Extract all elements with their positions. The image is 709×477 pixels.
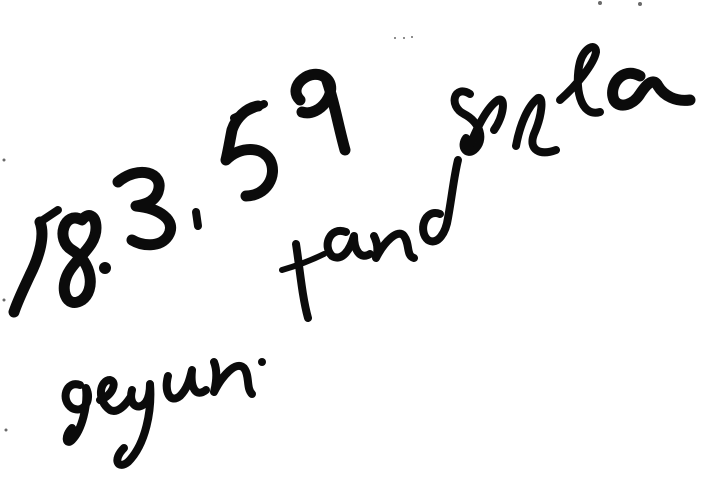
cursive-e (100, 380, 130, 411)
cursive-n2 (374, 234, 414, 258)
cursive-d (423, 160, 458, 241)
digit-8 (63, 216, 96, 303)
cursive-n (214, 362, 252, 394)
cursive-g (66, 384, 88, 442)
handwritten-date (14, 74, 345, 312)
cursive-t (296, 244, 308, 318)
cursive-l2 (516, 98, 556, 152)
cursive-a (328, 231, 370, 258)
dot-3 (258, 358, 266, 366)
cursive-u (167, 370, 206, 399)
cursive-loop (560, 47, 600, 113)
digit-3 (118, 172, 171, 244)
digit-1 (14, 222, 42, 312)
handwritten-word (66, 47, 690, 465)
dot-2 (196, 212, 198, 226)
digit-9 (296, 74, 345, 150)
cursive-a2 (613, 73, 690, 105)
dot-1 (99, 262, 111, 274)
cursive-y (117, 384, 150, 465)
